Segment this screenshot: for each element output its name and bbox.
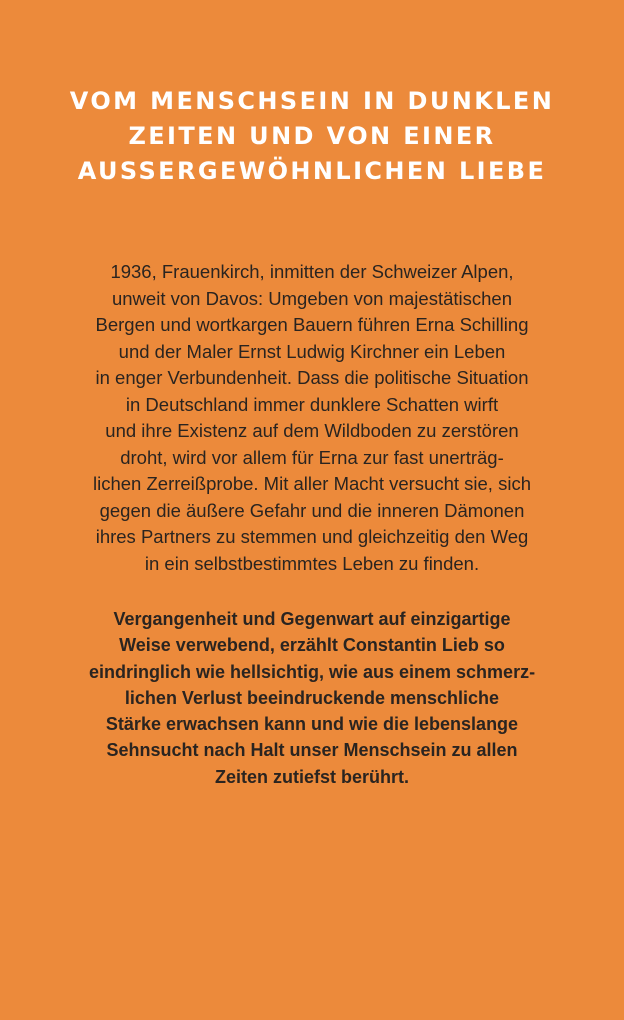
description-line: ihres Partners zu stemmen und gleichzeitig den Weg [95, 526, 529, 547]
summary-line: lichen Verlust beeindruckende menschliche [124, 687, 500, 708]
description-line: in enger Verbundenheit. Dass die politische Situation [95, 367, 529, 388]
summary-paragraph [0, 606, 624, 790]
description-paragraph [0, 259, 624, 577]
summary-line: Weise verwebend, erzählt Constantin Lieb so [119, 635, 505, 656]
description-line: und ihre Existenz auf dem Wildboden zu zerstören [105, 420, 519, 441]
description-line: 1936, Frauenkirch, inmitten der Schweizer Alpen, [110, 261, 514, 282]
summary-line: Sehnsucht nach Halt unser Menschsein zu allen [106, 740, 518, 761]
description-line: Bergen und wortkargen Bauern führen Erna Schilling [95, 314, 529, 335]
description-line: in ein selbstbestimmtes Leben zu finden. [144, 552, 480, 574]
headline-line: VOM MENSCHSEIN IN DUNKLEN [69, 87, 555, 115]
description-line: unweit von Davos: Umgeben von majestätischen [111, 287, 513, 309]
description-line: lichen Zerreißprobe. Mit aller Macht versucht sie, sich [93, 473, 531, 494]
description-line: in Deutschland immer dunklere Schatten wirft [125, 393, 499, 415]
description-line: gegen die äußere Gefahr und die inneren Dämonen [99, 499, 525, 521]
headline [0, 84, 624, 189]
description-line: und der Maler Ernst Ludwig Kirchner ein Leben [118, 340, 506, 362]
headline-line: AUSSERGEWÖHNLICHEN LIEBE [77, 157, 547, 185]
description-line: droht, wird vor allem für Erna zur fast unerträg- [120, 446, 504, 468]
summary-line: Stärke erwachsen kann und wie die lebenslange [105, 714, 519, 735]
headline-line: ZEITEN UND VON EINER [128, 122, 496, 150]
summary-line: Zeiten zutiefst berührt. [214, 766, 409, 787]
summary-line: Vergangenheit und Gegenwart auf einzigartige [113, 609, 511, 629]
summary-line: eindringlich wie hellsichtig, wie aus einem schmerz- [88, 661, 536, 682]
